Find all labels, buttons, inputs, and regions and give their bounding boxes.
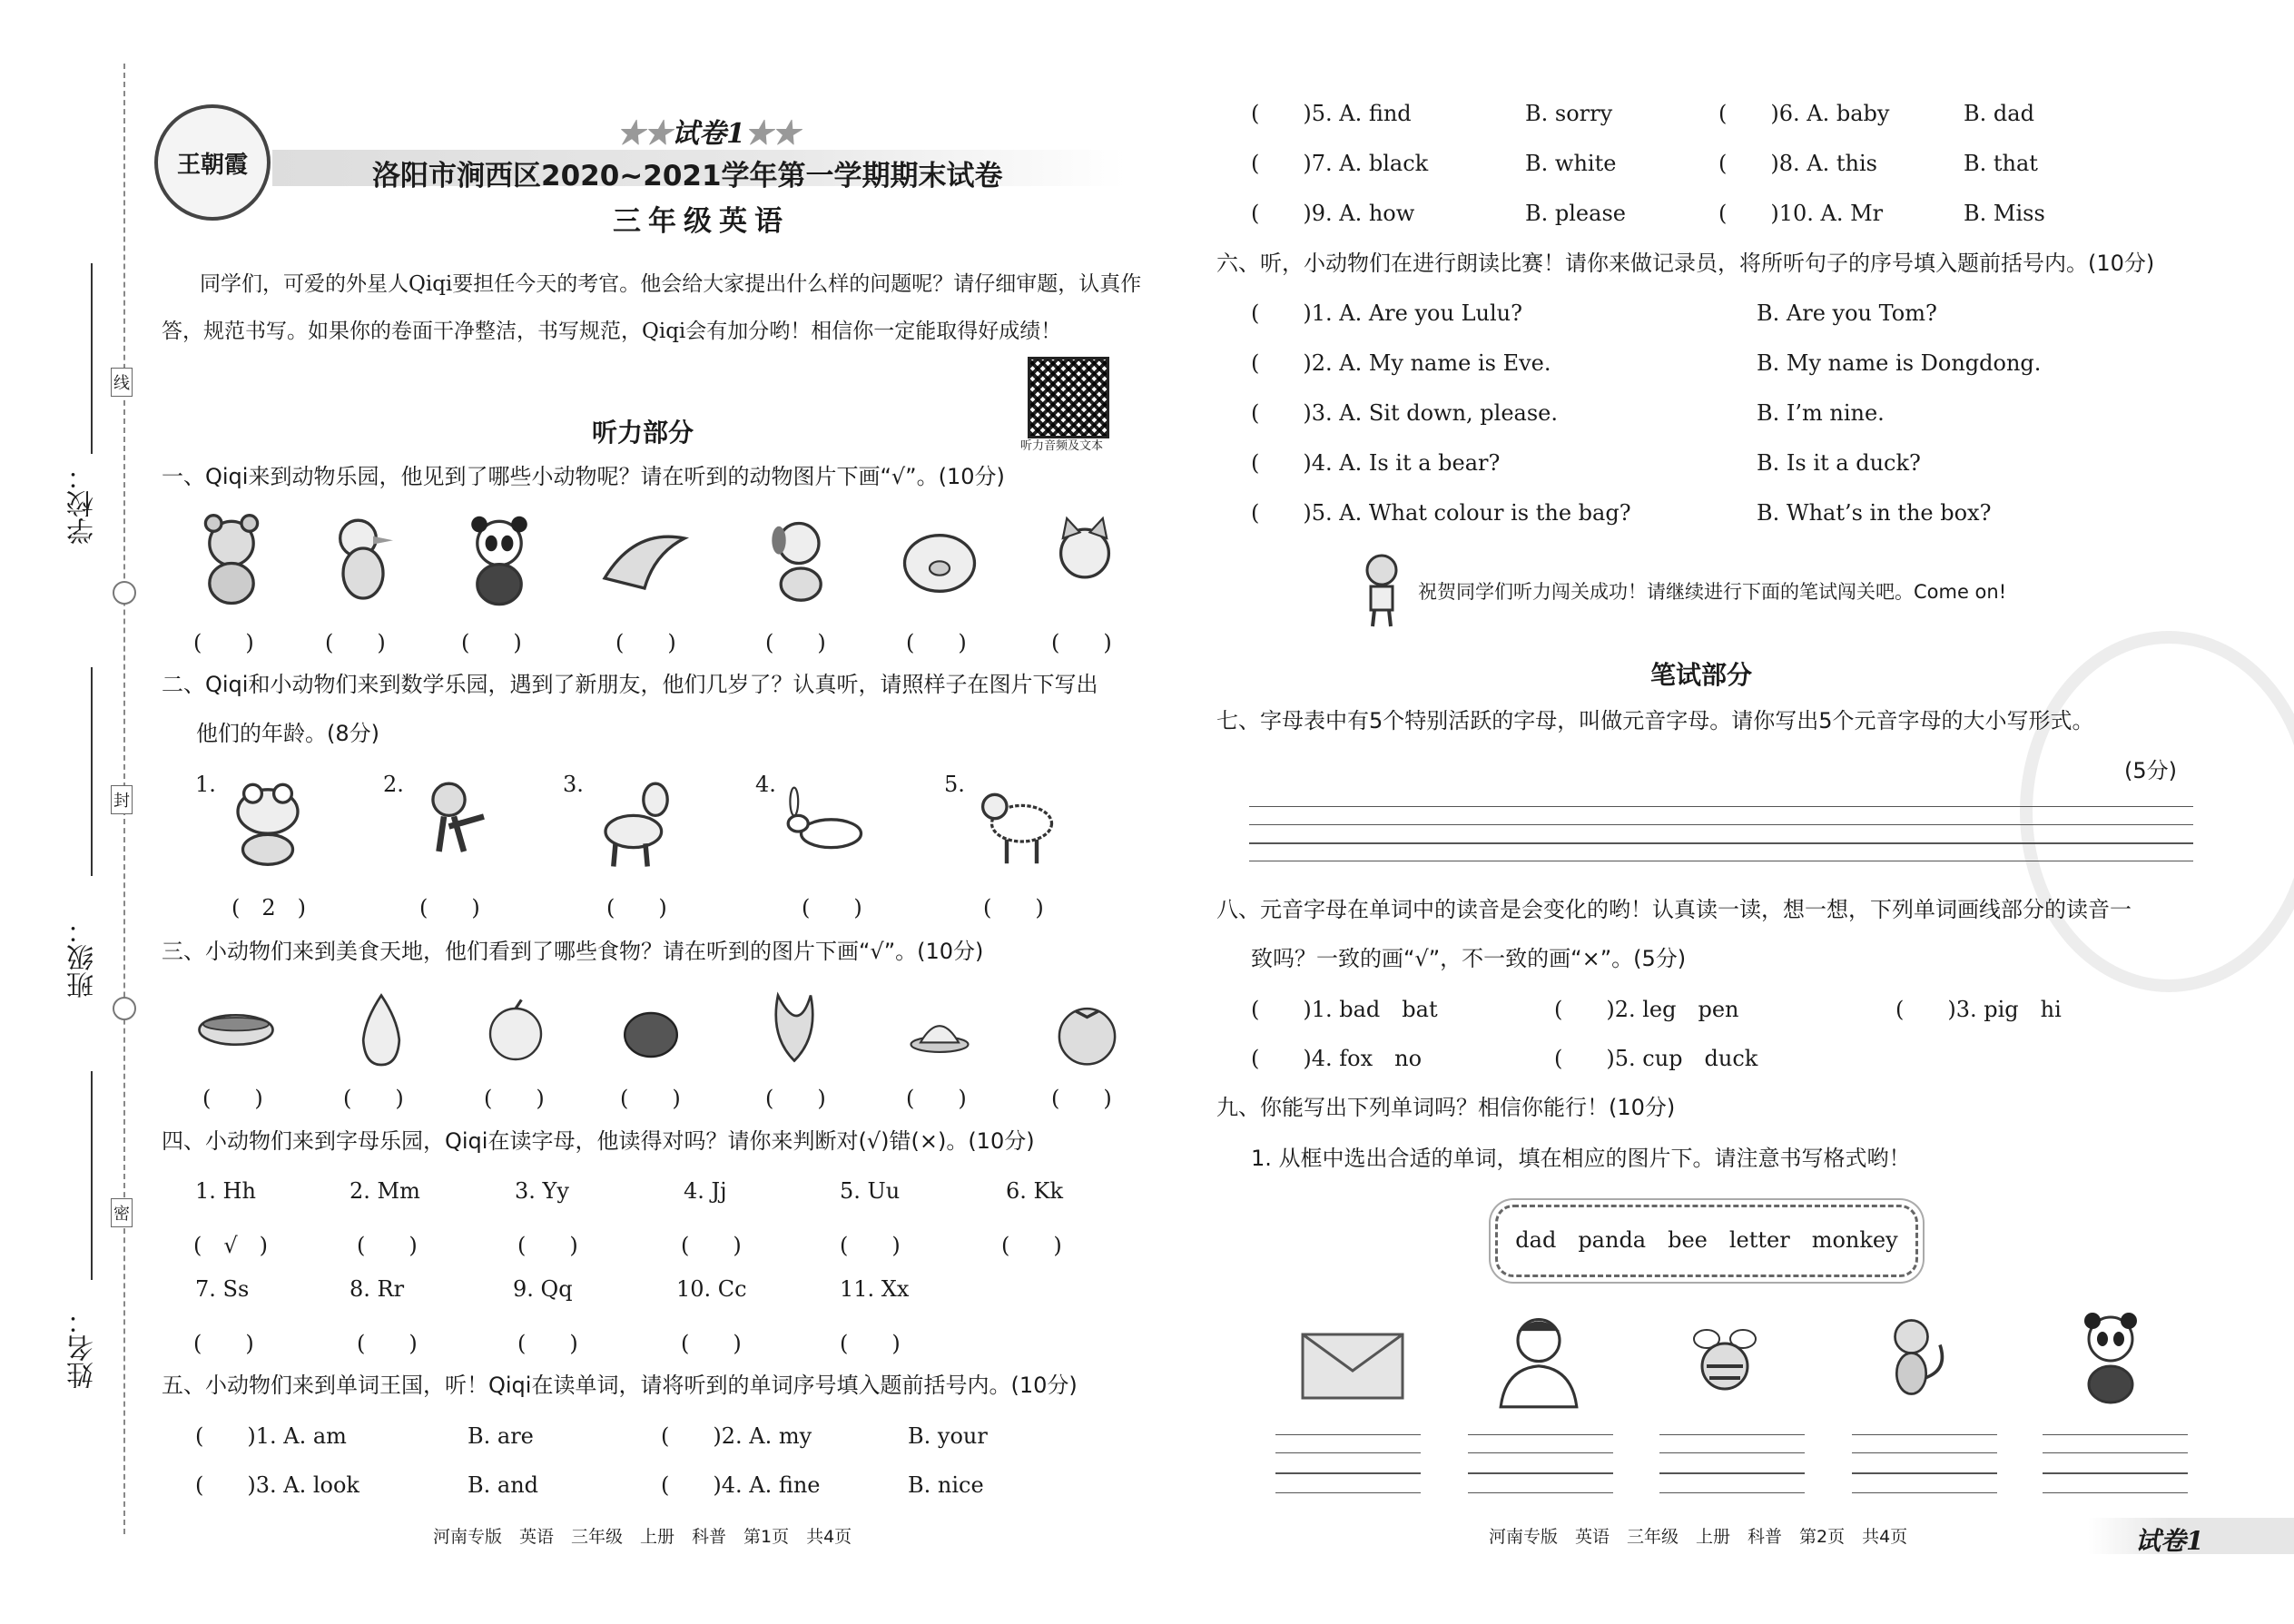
alien-qiqi-icon xyxy=(1354,552,1409,629)
s4-letter-5: 5. Uu xyxy=(840,1178,901,1204)
s9-write-line[interactable] xyxy=(1659,1434,1805,1435)
cake-picture xyxy=(894,1003,985,1067)
monkey-picture xyxy=(1875,1307,1956,1407)
tomato-picture xyxy=(1049,994,1126,1071)
written-section-title: 笔试部分 xyxy=(1650,660,1753,690)
s4-letter-4: 4. Jj xyxy=(684,1178,727,1204)
s5-item-4b: B. nice xyxy=(908,1472,984,1498)
star-icon: ★★ xyxy=(744,118,800,150)
s6-item-4a[interactable]: ( )4. A. Is it a bear? xyxy=(1251,450,1501,476)
s2-answer-4[interactable]: ( ) xyxy=(802,895,862,920)
congrats-message: 祝贺同学们听力闯关成功！请继续进行下面的笔试闯关吧。Come on! xyxy=(1418,581,2007,603)
s1-title: 一、Qiqi来到动物乐园，他见到了哪些小动物呢？请在听到的动物图片下画“√”。(10分) xyxy=(162,464,1005,489)
s4-answer-6[interactable]: ( ) xyxy=(1001,1233,1062,1258)
binding-hole-icon xyxy=(113,997,136,1020)
name-write-line[interactable] xyxy=(91,1071,93,1280)
s2-title-1: 二、Qiqi和小动物们来到数学乐园，遇到了新朋友，他们几岁了？认真听，请照样子在图片下写出 xyxy=(162,672,1098,697)
s6-title: 六、听，小动物们在进行朗读比赛！请你来做记录员，将所听句子的序号填入题前括号内。(10分) xyxy=(1216,251,2155,276)
s5-item-4a[interactable]: ( )4. A. fine xyxy=(661,1472,821,1498)
s5-item-7a[interactable]: ( )7. A. black xyxy=(1251,151,1429,176)
s4-letter-7: 7. Ss xyxy=(195,1276,250,1302)
s2-example-answer: ( 2 ) xyxy=(231,895,306,920)
s4-letter-8: 8. Rr xyxy=(350,1276,405,1302)
bird-picture xyxy=(309,508,418,608)
s4-answer-4[interactable]: ( ) xyxy=(681,1233,742,1258)
s5-item-6b: B. dad xyxy=(1964,101,2034,126)
s3-answer-2[interactable]: ( ) xyxy=(343,1086,404,1111)
pig-picture xyxy=(885,508,994,608)
s9-write-line[interactable] xyxy=(1275,1492,1421,1493)
s9-write-line[interactable] xyxy=(2043,1492,2188,1493)
s8-item-4[interactable]: ( )4. fox no xyxy=(1251,1046,1423,1071)
s4-answer-5[interactable]: ( ) xyxy=(840,1233,901,1258)
s4-answer-2[interactable]: ( ) xyxy=(357,1233,418,1258)
s4-letter-9: 9. Qq xyxy=(513,1276,573,1302)
s8-item-1[interactable]: ( )1. bad bat xyxy=(1251,997,1438,1022)
s5-item-8a[interactable]: ( )8. A. this xyxy=(1718,151,1877,176)
class-label: 班级： xyxy=(67,917,99,999)
s4-answer-8[interactable]: ( ) xyxy=(357,1331,418,1356)
school-write-line[interactable] xyxy=(91,263,93,454)
dog-picture xyxy=(744,508,853,608)
s8-item-3[interactable]: ( )3. pig hi xyxy=(1895,997,2062,1022)
s4-title: 四、小动物们来到字母乐园，Qiqi在读字母，他读得对吗？请你来判断对(√)错(×)。(10分) xyxy=(162,1128,1035,1154)
s5-item-1a[interactable]: ( )1. A. am xyxy=(195,1423,347,1449)
letter-envelope-picture xyxy=(1298,1330,1407,1403)
s9-title: 九、你能写出下列单词吗？相信你能行！(10分) xyxy=(1216,1095,1676,1120)
rabbit-picture xyxy=(772,772,881,871)
s2-answer-3[interactable]: ( ) xyxy=(606,895,667,920)
s4-letter-6: 6. Kk xyxy=(1006,1178,1063,1204)
s5-title: 五、小动物们来到单词王国，听！Qiqi在读单词，请将听到的单词序号填入题前括号内。(10分) xyxy=(162,1373,1078,1398)
s2-num-1: 1. xyxy=(195,772,216,797)
s9-write-line[interactable] xyxy=(1468,1472,1613,1474)
s5-item-5b: B. sorry xyxy=(1525,101,1613,126)
s3-answer-1[interactable]: ( ) xyxy=(202,1086,263,1111)
s9-write-line[interactable] xyxy=(1659,1492,1805,1493)
s4-letter-1: 1. Hh xyxy=(195,1178,256,1204)
s7-title: 七、字母表中有5个特别活跃的字母，叫做元音字母。请你写出5个元音字母的大小写形式。 xyxy=(1216,708,2094,733)
s3-title: 三、小动物们来到美食天地，他们看到了哪些食物？请在听到的图片下画“√”。(10分) xyxy=(162,939,984,964)
s5-item-9b: B. please xyxy=(1525,201,1626,226)
s6-item-3b: B. I’m nine. xyxy=(1757,400,1885,426)
s6-item-1a[interactable]: ( )1. A. Are you Lulu? xyxy=(1251,300,1522,326)
s5-item-2a[interactable]: ( )2. A. my xyxy=(661,1423,812,1449)
sheep-picture xyxy=(962,772,1071,871)
exam-subtitle: 三年级英语 xyxy=(613,205,790,238)
s9-write-line[interactable] xyxy=(1852,1492,1997,1493)
s6-item-5a[interactable]: ( )5. A. What colour is the bag? xyxy=(1251,500,1631,526)
star-icon: ★★ xyxy=(617,118,672,150)
sealed-mark: 密 xyxy=(111,1198,133,1227)
s1-answer-3[interactable]: ( ) xyxy=(461,630,522,655)
s5-item-3a[interactable]: ( )3. A. look xyxy=(195,1472,359,1498)
s6-item-2a[interactable]: ( )2. A. My name is Eve. xyxy=(1251,350,1551,376)
s1-answer-5[interactable]: ( ) xyxy=(765,630,826,655)
s1-answer-4[interactable]: ( ) xyxy=(615,630,676,655)
intro-line-2: 答，规范书写。如果你的卷面干净整洁，书写规范，Qiqi会有加分哟！相信你一定能取得好成绩！ xyxy=(162,320,1062,343)
s6-item-5b: B. What’s in the box? xyxy=(1757,500,1992,526)
pear-picture xyxy=(340,985,422,1071)
exam-title: 洛阳市涧西区2020~2021学年第一学期期末试卷 xyxy=(372,160,1003,192)
series-tag: ★★试卷1★★ xyxy=(617,118,800,150)
s6-item-3a[interactable]: ( )3. A. Sit down, please. xyxy=(1251,400,1559,426)
s1-answer-2[interactable]: ( ) xyxy=(325,630,386,655)
bear-picture xyxy=(177,508,286,608)
s4-letter-3: 3. Yy xyxy=(515,1178,569,1204)
footer-left: 河南专版 英语 三年级 上册 科普 第1页 共4页 xyxy=(433,1527,852,1547)
s5-item-10b: B. Miss xyxy=(1964,201,2045,226)
s1-answer-7[interactable]: ( ) xyxy=(1051,630,1112,655)
panda-picture xyxy=(445,508,554,608)
qr-code-icon[interactable] xyxy=(1028,357,1109,438)
bee-picture xyxy=(1679,1316,1770,1407)
s9-write-line[interactable] xyxy=(1659,1452,1805,1453)
s5-item-1b: B. are xyxy=(468,1423,534,1449)
s3-answer-5[interactable]: ( ) xyxy=(765,1086,826,1111)
s4-letter-2: 2. Mm xyxy=(350,1178,420,1204)
s4-letter-10: 10. Cc xyxy=(676,1276,747,1302)
s7-write-line[interactable] xyxy=(1249,806,2193,807)
s9-write-line[interactable] xyxy=(2043,1452,2188,1453)
s3-answer-4[interactable]: ( ) xyxy=(620,1086,681,1111)
s7-score: (5分) xyxy=(2124,758,2177,783)
s9-write-line[interactable] xyxy=(1275,1452,1421,1453)
s9-write-line[interactable] xyxy=(1659,1472,1805,1474)
s3-answer-7[interactable]: ( ) xyxy=(1051,1086,1112,1111)
s9-write-line[interactable] xyxy=(1468,1452,1613,1453)
s2-num-3: 3. xyxy=(563,772,584,797)
binding-hole-icon xyxy=(113,581,136,605)
school-label: 学校： xyxy=(67,463,99,545)
s5-item-6a[interactable]: ( )6. A. baby xyxy=(1718,101,1890,126)
s9-write-line[interactable] xyxy=(1852,1472,1997,1474)
intro-line-1: 同学们，可爱的外星人Qiqi要担任今天的考官。他会给大家提出什么样的问题呢？请仔细审题，认真作 xyxy=(200,272,1142,296)
s9-subtitle: 1. 从框中选出合适的单词，填在相应的图片下。请注意书写格式哟！ xyxy=(1251,1146,1911,1171)
brand-name: 王朝霞 xyxy=(176,152,248,179)
s9-write-line[interactable] xyxy=(1852,1434,1997,1435)
panda-picture xyxy=(2065,1307,2156,1407)
s9-write-line[interactable] xyxy=(2043,1472,2188,1474)
class-write-line[interactable] xyxy=(91,667,93,876)
s4-example-answer: ( √ ) xyxy=(193,1233,269,1258)
s5-item-9a[interactable]: ( )9. A. how xyxy=(1251,201,1415,226)
s5-item-7b: B. white xyxy=(1525,151,1617,176)
s3-answer-3[interactable]: ( ) xyxy=(484,1086,545,1111)
word-box xyxy=(1495,1205,1918,1277)
s8-title-1: 八、元音字母在单词中的读音是会变化的哟！认真读一读，想一想，下列单词画线部分的读音一 xyxy=(1216,897,2132,922)
s3-answer-6[interactable]: ( ) xyxy=(906,1086,967,1111)
line-mark: 线 xyxy=(111,368,133,397)
orange-picture xyxy=(479,994,552,1067)
s7-write-line[interactable] xyxy=(1249,842,2193,844)
s1-answer-1[interactable]: ( ) xyxy=(193,630,254,655)
qr-caption: 听力音频及文本 xyxy=(1020,439,1104,453)
s6-item-1b: B. Are you Tom? xyxy=(1757,300,1937,326)
s9-write-line[interactable] xyxy=(1852,1452,1997,1453)
footer-right: 河南专版 英语 三年级 上册 科普 第2页 共4页 xyxy=(1489,1527,1908,1547)
s2-num-5: 5. xyxy=(944,772,965,797)
s4-answer-11[interactable]: ( ) xyxy=(840,1331,901,1356)
brand-logo xyxy=(154,104,271,221)
footer-tag: 试卷1 xyxy=(2135,1526,2204,1556)
s9-write-line[interactable] xyxy=(1468,1434,1613,1435)
s2-answer-5[interactable]: ( ) xyxy=(983,895,1044,920)
s6-item-2b: B. My name is Dongdong. xyxy=(1757,350,2042,376)
s2-num-2: 2. xyxy=(383,772,404,797)
s2-num-4: 4. xyxy=(755,772,776,797)
s4-answer-7[interactable]: ( ) xyxy=(193,1331,254,1356)
s7-write-line[interactable] xyxy=(1249,824,2193,825)
s8-item-2[interactable]: ( )2. leg pen xyxy=(1554,997,1739,1022)
s6-item-4b: B. Is it a duck? xyxy=(1757,450,1921,476)
seal-mark: 封 xyxy=(111,785,133,814)
eagle-picture xyxy=(590,508,699,608)
frog-picture xyxy=(213,772,322,871)
watermark-seal-icon xyxy=(2020,631,2294,992)
s9-write-line[interactable] xyxy=(1275,1472,1421,1474)
s2-title-2: 他们的年龄。(8分) xyxy=(196,721,379,746)
s8-item-5[interactable]: ( )5. cup duck xyxy=(1554,1046,1758,1071)
s5-item-8b: B. that xyxy=(1964,151,2038,176)
s1-answer-6[interactable]: ( ) xyxy=(906,630,967,655)
egg-picture xyxy=(615,999,687,1071)
word-box-words: dad panda bee letter monkey xyxy=(1515,1227,1898,1253)
s8-title-2: 致吗？一致的画“√”，不一致的画“×”。(5分) xyxy=(1251,946,1687,971)
s5-item-10a[interactable]: ( )10. A. Mr xyxy=(1718,201,1884,226)
hotdog-picture xyxy=(186,985,286,1067)
s9-write-line[interactable] xyxy=(2043,1434,2188,1435)
banana-picture xyxy=(753,985,835,1071)
s4-letter-11: 11. Xx xyxy=(840,1276,910,1302)
s4-answer-3[interactable]: ( ) xyxy=(517,1233,578,1258)
horse-picture xyxy=(581,772,690,871)
s2-answer-2[interactable]: ( ) xyxy=(419,895,480,920)
name-label: 姓名： xyxy=(67,1307,99,1389)
s9-write-line[interactable] xyxy=(1468,1492,1613,1493)
listening-section-title: 听力部分 xyxy=(592,418,694,448)
dad-picture xyxy=(1489,1307,1589,1412)
s5-item-2b: B. your xyxy=(908,1423,988,1449)
monkey-picture xyxy=(399,772,508,871)
s9-write-line[interactable] xyxy=(1275,1434,1421,1435)
s4-answer-9[interactable]: ( ) xyxy=(517,1331,578,1356)
s4-answer-10[interactable]: ( ) xyxy=(681,1331,742,1356)
s5-item-5a[interactable]: ( )5. A. find xyxy=(1251,101,1412,126)
s5-item-3b: B. and xyxy=(468,1472,539,1498)
cat-picture xyxy=(1030,508,1139,608)
